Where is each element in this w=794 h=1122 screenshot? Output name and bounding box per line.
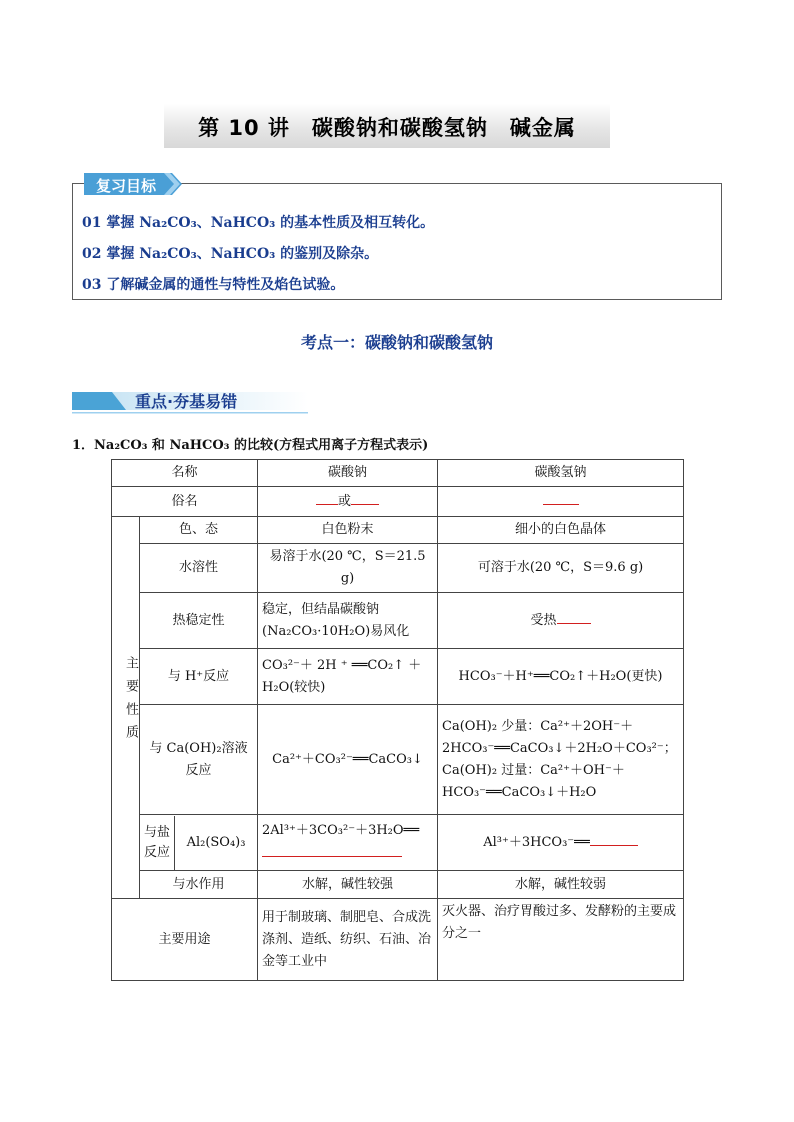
cell-h-b: HCO₃⁻＋H⁺══CO₂↑＋H₂O(更快) xyxy=(438,649,684,705)
row-label-suming: 俗名 xyxy=(112,487,258,517)
title-banner xyxy=(164,104,610,148)
header-na2co3: 碳酸钠 xyxy=(258,460,438,487)
cell-water-a: 水解，碱性较强 xyxy=(258,871,438,899)
ca-b-line2: Ca(OH)₂ 过量：Ca²⁺＋OH⁻＋HCO₃⁻══CaCO₃↓＋H₂O xyxy=(442,762,625,800)
table-row xyxy=(112,544,684,593)
table-row xyxy=(112,899,684,981)
cell-color-a: 白色粉末 xyxy=(258,517,438,544)
heat-b-text: 受热 xyxy=(530,613,557,628)
section-title: 重点·夯基易错 xyxy=(135,392,238,411)
cell-ca-a: Ca²⁺＋CO₃²⁻══CaCO₃↓ xyxy=(258,705,438,815)
cell-ca-b xyxy=(438,705,684,815)
question-1: 1．Na₂CO₃ 和 NaHCO₃ 的比较(方程式用离子方程式表示) xyxy=(72,438,429,453)
answer-blank-line xyxy=(262,842,433,865)
answer-blank xyxy=(557,609,591,624)
table-row xyxy=(112,649,684,705)
goal-2: 02 掌握 Na₂CO₃、NaHCO₃ 的鉴别及除杂。 xyxy=(82,246,379,262)
cell-use-b: 灭火器、治疗胃酸过多、发酵粉的主要成分之一 xyxy=(438,899,684,981)
cell-heat-b xyxy=(438,593,684,649)
ca-b-line1: Ca(OH)₂ 少量：Ca²⁺＋2OH⁻＋2HCO₃⁻══CaCO₃↓＋2H₂O＋CO₃²⁻； xyxy=(442,718,677,756)
cell-color-b: 细小的白色晶体 xyxy=(438,517,684,544)
table-row xyxy=(112,593,684,649)
answer-blank xyxy=(543,490,579,505)
salt-cell xyxy=(140,815,258,871)
table-row xyxy=(112,517,684,544)
goal-tag-label: 复习目标 xyxy=(96,177,157,195)
al-a-text: 2Al³⁺＋3CO₃²⁻＋3H₂O══ xyxy=(262,823,420,838)
answer-blank xyxy=(262,842,402,857)
cell-heat-a: 稳定，但结晶碳酸钠(Na₂CO₃·10H₂O)易风化 xyxy=(258,593,438,649)
or-text: 或 xyxy=(338,494,352,509)
cell-water-b: 水解，碱性较弱 xyxy=(438,871,684,899)
row-label-color: 色、态 xyxy=(140,517,258,544)
table-row xyxy=(112,487,684,517)
comparison-table xyxy=(111,459,684,981)
row-label-ca: 与 Ca(OH)₂溶液反应 xyxy=(140,705,258,815)
cell-use-a: 用于制玻璃、制肥皂、合成洗涤剂、造纸、纺织、石油、冶金等工业中 xyxy=(258,899,438,981)
answer-blank xyxy=(351,490,379,505)
header-name: 名称 xyxy=(112,460,258,487)
goal-1: 01 掌握 Na₂CO₃、NaHCO₃ 的基本性质及相互转化。 xyxy=(82,215,435,231)
cell-h-a: CO₃²⁻＋ 2H ⁺ ══CO₂↑ ＋ H₂O(较快) xyxy=(258,649,438,705)
cell-sol-b: 可溶于水(20 ℃，S＝9.6 g) xyxy=(438,544,684,593)
cell-suming-a xyxy=(258,487,438,517)
salt-split xyxy=(140,816,257,870)
header-nahco3: 碳酸氢钠 xyxy=(438,460,684,487)
cell-sol-a: 易溶于水(20 ℃，S＝21.5 g) xyxy=(258,544,438,593)
table-row xyxy=(112,705,684,815)
table-row xyxy=(112,815,684,871)
row-label-use: 主要用途 xyxy=(112,899,258,981)
row-label-al: Al₂(SO₄)₃ xyxy=(186,834,246,850)
answer-blank xyxy=(316,490,338,505)
row-label-h: 与 H⁺反应 xyxy=(140,649,258,705)
cell-al-b xyxy=(438,815,684,871)
cell-al-a xyxy=(258,815,438,871)
page-title: 第 10 讲 碳酸钠和碳酸氢钠 碱金属 xyxy=(198,116,576,140)
main-prop-label xyxy=(112,517,140,899)
al-b-text: Al³⁺＋3HCO₃⁻══ xyxy=(483,835,590,850)
table-row xyxy=(112,871,684,899)
row-label-salt: 与盐反应 xyxy=(140,816,175,870)
main-prop-text: 主要性质 xyxy=(123,656,138,748)
goal-3: 03 了解碱金属的通性与特性及焰色试验。 xyxy=(82,277,345,293)
answer-blank xyxy=(590,831,638,846)
row-label-solubility: 水溶性 xyxy=(140,544,258,593)
table-row xyxy=(112,460,684,487)
kaodian-title: 考点一：碳酸钠和碳酸氢钠 xyxy=(300,333,493,352)
cell-suming-b xyxy=(438,487,684,517)
row-label-heat: 热稳定性 xyxy=(140,593,258,649)
row-label-water: 与水作用 xyxy=(140,871,258,899)
